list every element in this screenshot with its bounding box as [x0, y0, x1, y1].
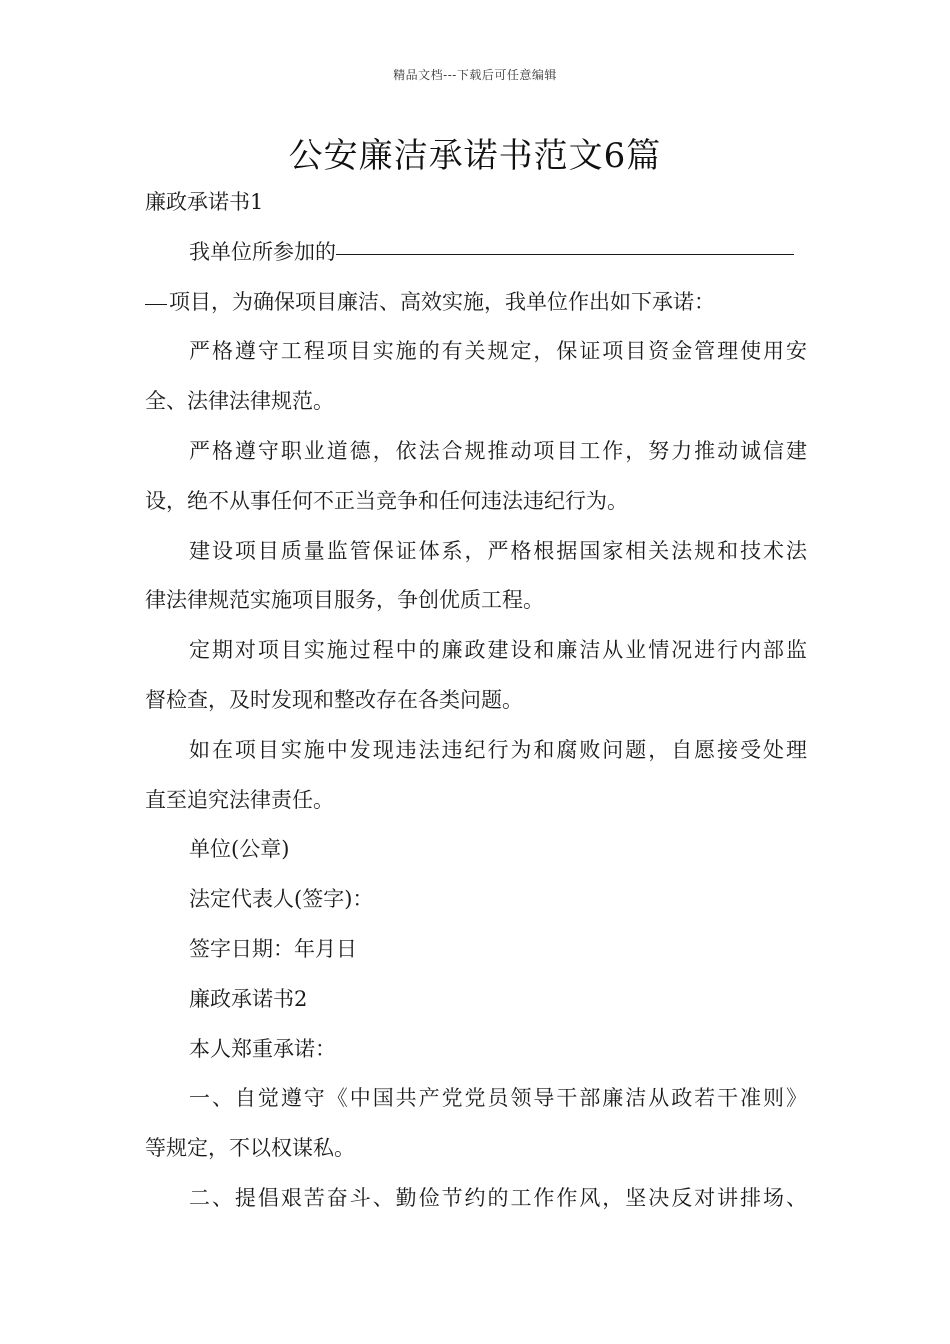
paragraph-line: 严格遵守工程项目实施的有关规定，保证项目资金管理使用安: [189, 339, 807, 364]
fill-in-blank: [145, 304, 167, 305]
intro-text-start: 我单位所参加的: [189, 239, 336, 264]
section-heading: 廉政承诺书1: [145, 190, 264, 214]
document-body: [145, 178, 807, 1224]
commitment-item: 二、提倡艰苦奋斗、勤俭节约的工作作风，坚决反对讲排场、: [189, 1185, 807, 1210]
paragraph-line: 严格遵守职业道德，依法合规推动项目工作，努力推动诚信建: [189, 438, 807, 463]
intro-line: [145, 228, 807, 278]
intro-text-end: 项目，为确保项目廉洁、高效实施，我单位作出如下承诺：: [169, 289, 715, 314]
legal-representative-line: 法定代表人(签字)：: [189, 887, 374, 912]
commitment-intro: 本人郑重承诺：: [189, 1036, 336, 1061]
paragraph-line: 定期对项目实施过程中的廉政建设和廉洁从业情况进行内部监: [189, 638, 807, 663]
section-heading: 廉政承诺书2: [189, 986, 308, 1011]
commitment-item-continued: 等规定，不以权谋私。: [145, 1136, 355, 1161]
paragraph-line: 建设项目质量监管保证体系，严格根据国家相关法规和技术法: [189, 538, 807, 563]
paragraph-line: 律法律规范实施项目服务，争创优质工程。: [145, 588, 544, 613]
paragraph-line: 全、法律法律规范。: [145, 389, 334, 414]
paragraph-line: 如在项目实施中发现违法违纪行为和腐败问题，自愿接受处理: [189, 737, 807, 762]
paragraph-line: 督检查，及时发现和整改存在各类问题。: [145, 687, 523, 712]
commitment-item: 一、自觉遵守《中国共产党党员领导干部廉洁从政若干准则》: [189, 1086, 807, 1111]
intro-line-continued: [145, 278, 807, 328]
paragraph-line: 直至追究法律责任。: [145, 787, 334, 812]
fill-in-blank: [336, 254, 794, 255]
document-title: 公安廉洁承诺书范文6篇: [288, 136, 662, 176]
unit-seal-line: 单位(公章): [189, 837, 290, 862]
sign-date-line: 签字日期：年月日: [189, 936, 357, 961]
paragraph-line: 设，绝不从事任何不正当竞争和任何违法违纪行为。: [145, 488, 628, 513]
header-note: 精品文档---下载后可任意编辑: [393, 68, 557, 82]
